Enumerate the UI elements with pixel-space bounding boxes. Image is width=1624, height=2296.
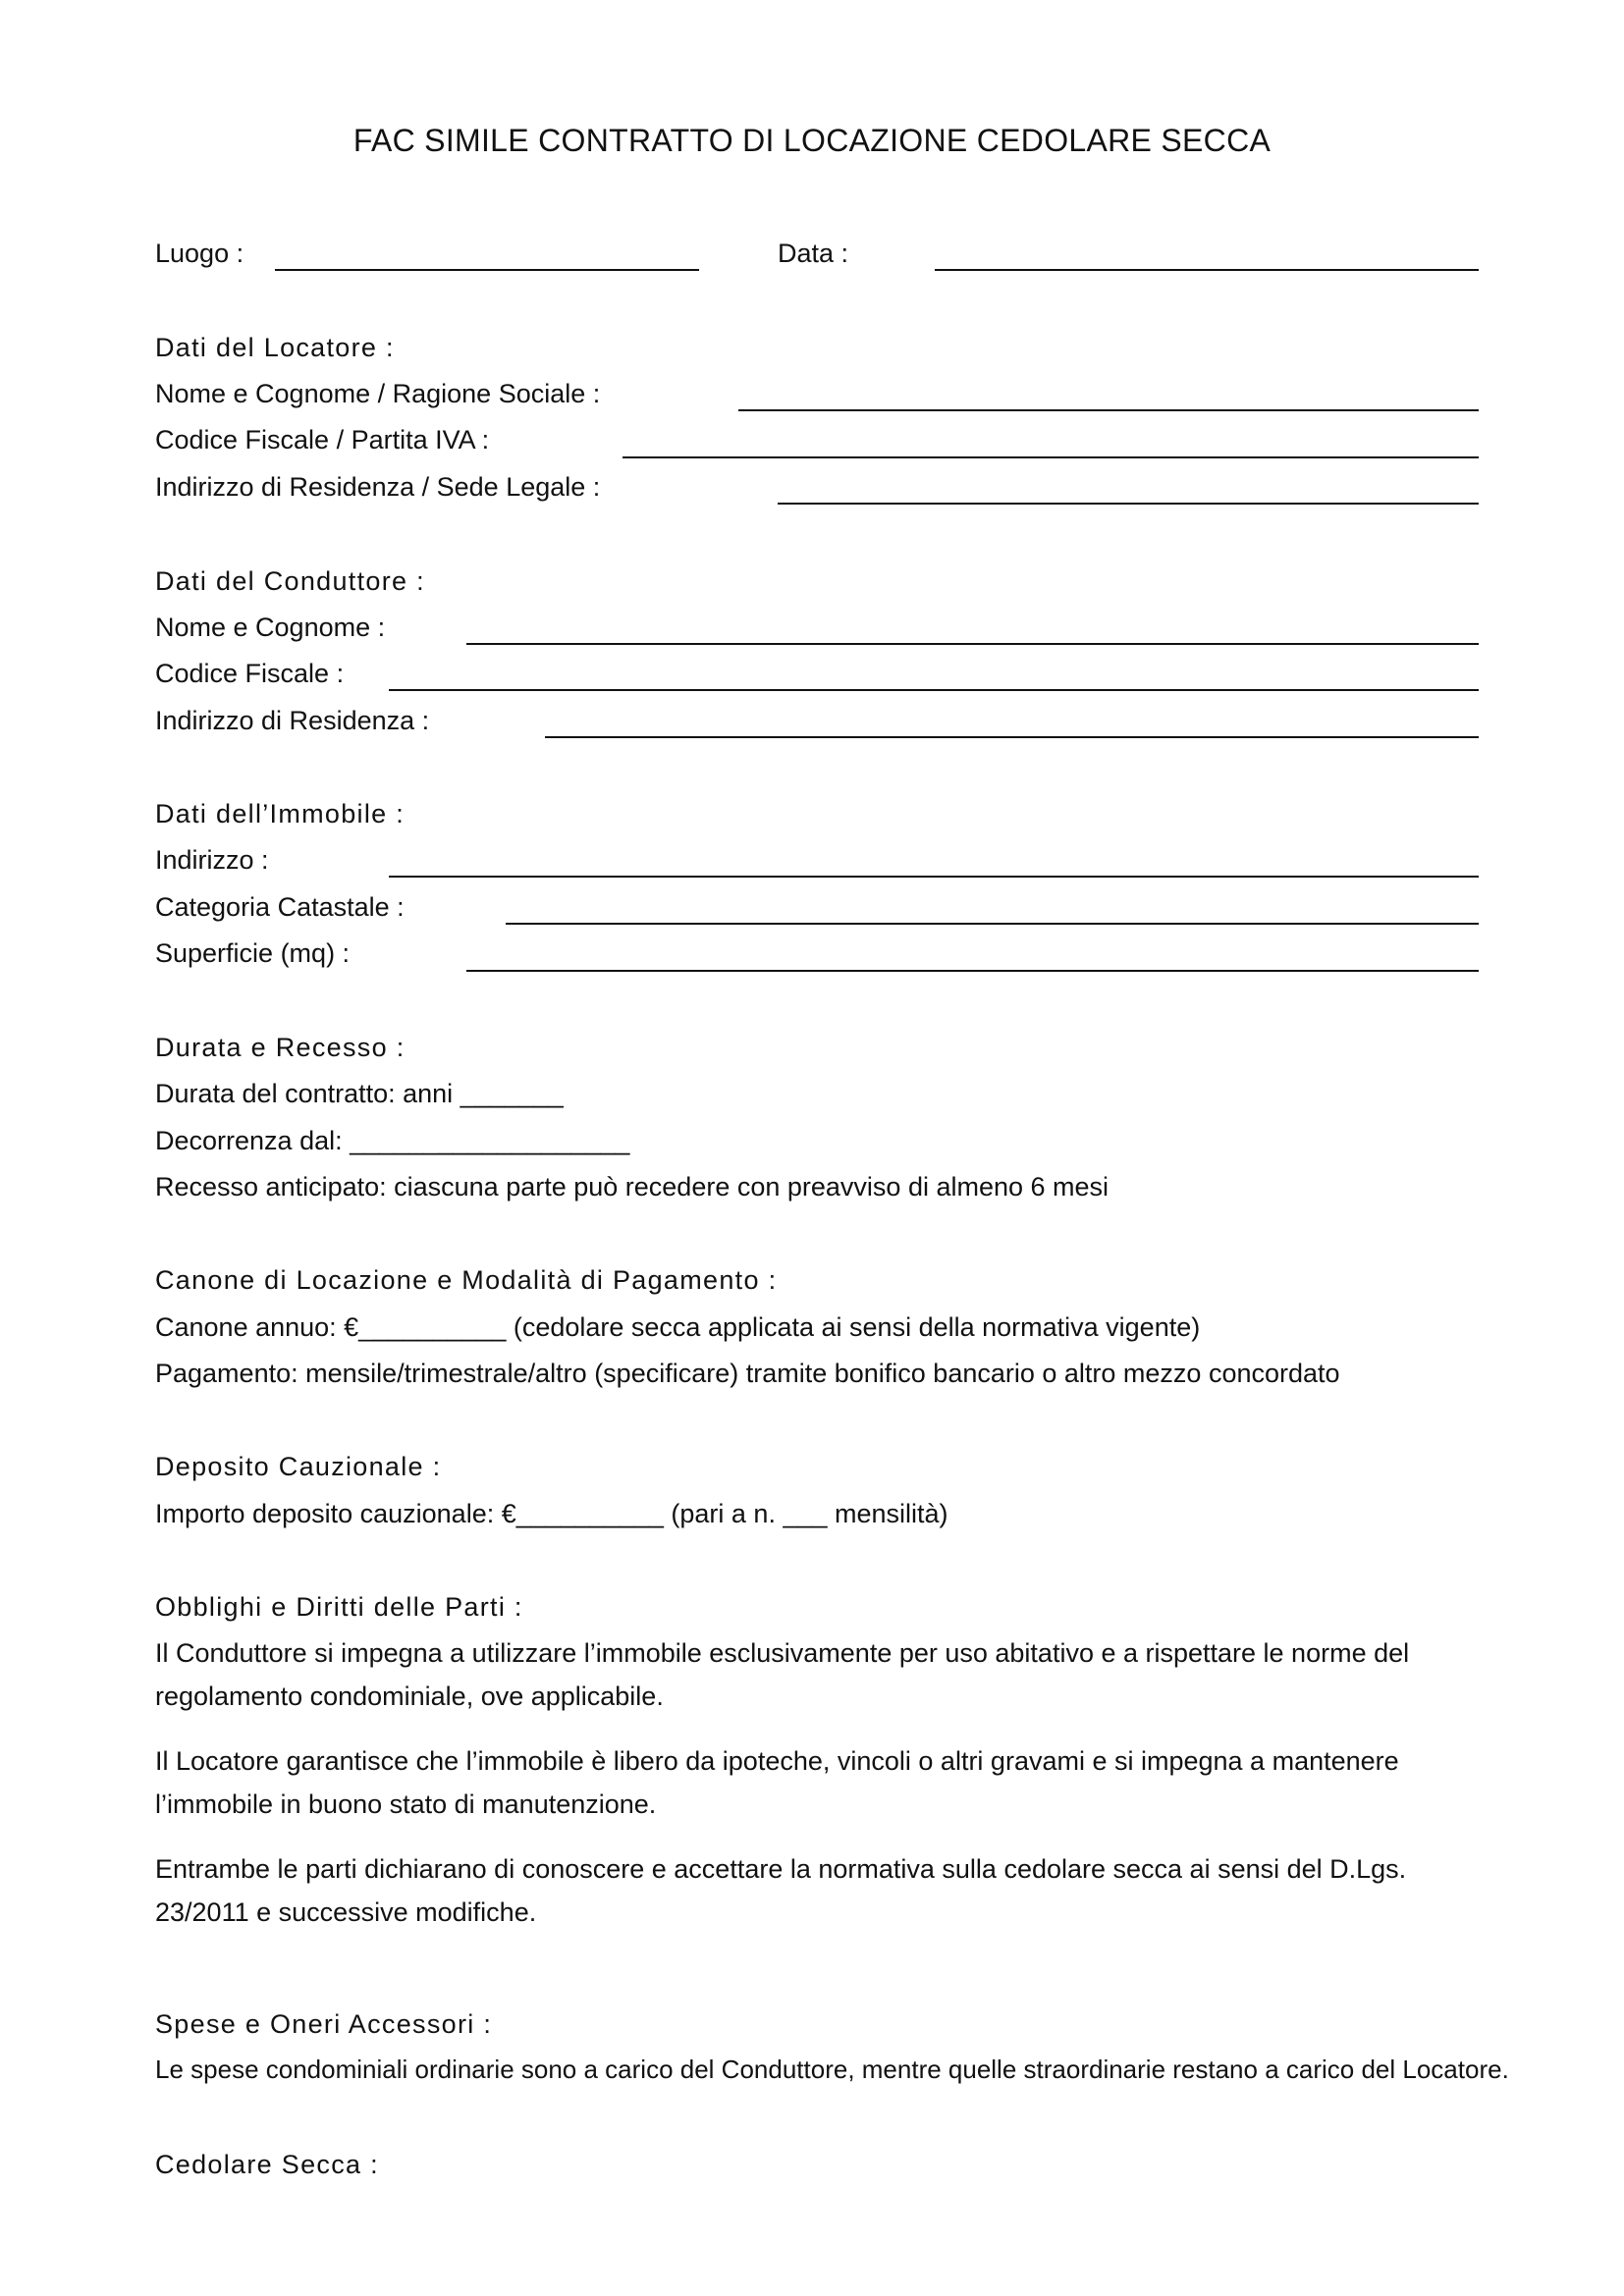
immobile-indirizzo-field[interactable]	[389, 876, 1479, 878]
obblighi-p3-line2: 23/2011 e successive modifiche.	[155, 1897, 537, 1927]
immobile-superficie-label: Superficie (mq) :	[155, 938, 351, 968]
obblighi-heading: Obblighi e Diritti delle Parti :	[155, 1592, 523, 1622]
deposito-heading: Deposito Cauzionale :	[155, 1452, 442, 1481]
conduttore-heading: Dati del Conduttore :	[155, 566, 425, 596]
conduttore-nome-field[interactable]	[466, 643, 1479, 645]
luogo-label: Luogo :	[155, 239, 244, 268]
data-label: Data :	[778, 239, 849, 268]
durata-heading: Durata e Recesso :	[155, 1033, 406, 1062]
canone-heading: Canone di Locazione e Modalità di Pagamento :	[155, 1265, 778, 1295]
conduttore-cf-field[interactable]	[389, 689, 1479, 691]
recesso-line: Recesso anticipato: ciascuna parte può recedere con preavviso di almeno 6 mesi	[155, 1172, 1110, 1201]
immobile-indirizzo-label: Indirizzo :	[155, 845, 269, 875]
immobile-superficie-field[interactable]	[466, 970, 1479, 972]
locatore-cf-label: Codice Fiscale / Partita IVA :	[155, 425, 490, 454]
locatore-heading: Dati del Locatore :	[155, 333, 395, 362]
obblighi-p1-line2: regolamento condominiale, ove applicabile.	[155, 1682, 664, 1711]
obblighi-p3-line1: Entrambe le parti dichiarano di conoscere e accettare la normativa sulla cedolare secca ai sensi del D.Lgs.	[155, 1854, 1407, 1884]
immobile-categoria-label: Categoria Catastale :	[155, 892, 405, 922]
data-field[interactable]	[935, 269, 1479, 271]
conduttore-indirizzo-field[interactable]	[545, 736, 1479, 738]
obblighi-p1-line1: Il Conduttore si impegna a utilizzare l’immobile esclusivamente per uso abitativo e a rispettare le norme del	[155, 1638, 1410, 1668]
deposito-importo-line: Importo deposito cauzionale: €__________ (pari a n. ___ mensilità)	[155, 1499, 948, 1528]
locatore-indirizzo-label: Indirizzo di Residenza / Sede Legale :	[155, 472, 601, 502]
cedolare-heading: Cedolare Secca :	[155, 2150, 379, 2179]
obblighi-p2-line2: l’immobile in buono stato di manutenzione.	[155, 1789, 657, 1819]
conduttore-indirizzo-label: Indirizzo di Residenza :	[155, 706, 430, 735]
immobile-categoria-field[interactable]	[506, 923, 1479, 925]
locatore-nome-label: Nome e Cognome / Ragione Sociale :	[155, 379, 601, 408]
spese-heading: Spese e Oneri Accessori :	[155, 2009, 493, 2039]
page-title: FAC SIMILE CONTRATTO DI LOCAZIONE CEDOLARE SECCA	[352, 123, 1272, 158]
locatore-indirizzo-field[interactable]	[778, 503, 1479, 505]
pagamento-line: Pagamento: mensile/trimestrale/altro (specificare) tramite bonifico bancario o altro mezzo concordato	[155, 1359, 1340, 1388]
spese-text: Le spese condominiali ordinarie sono a carico del Conduttore, mentre quelle straordinarie restano a carico del Locatore.	[155, 2055, 1509, 2084]
locatore-cf-field[interactable]	[623, 456, 1479, 458]
canone-annuo-line: Canone annuo: €__________ (cedolare secca applicata ai sensi della normativa vigente)	[155, 1312, 1201, 1342]
obblighi-p2-line1: Il Locatore garantisce che l’immobile è libero da ipoteche, vincoli o altri gravami e si impegna a mantenere	[155, 1746, 1399, 1776]
decorrenza-line: Decorrenza dal: ___________________	[155, 1126, 630, 1155]
durata-line: Durata del contratto: anni _______	[155, 1079, 564, 1108]
conduttore-cf-label: Codice Fiscale :	[155, 659, 345, 688]
locatore-nome-field[interactable]	[738, 409, 1479, 411]
luogo-field[interactable]	[275, 269, 699, 271]
immobile-heading: Dati dell’Immobile :	[155, 799, 406, 828]
conduttore-nome-label: Nome e Cognome :	[155, 613, 386, 642]
